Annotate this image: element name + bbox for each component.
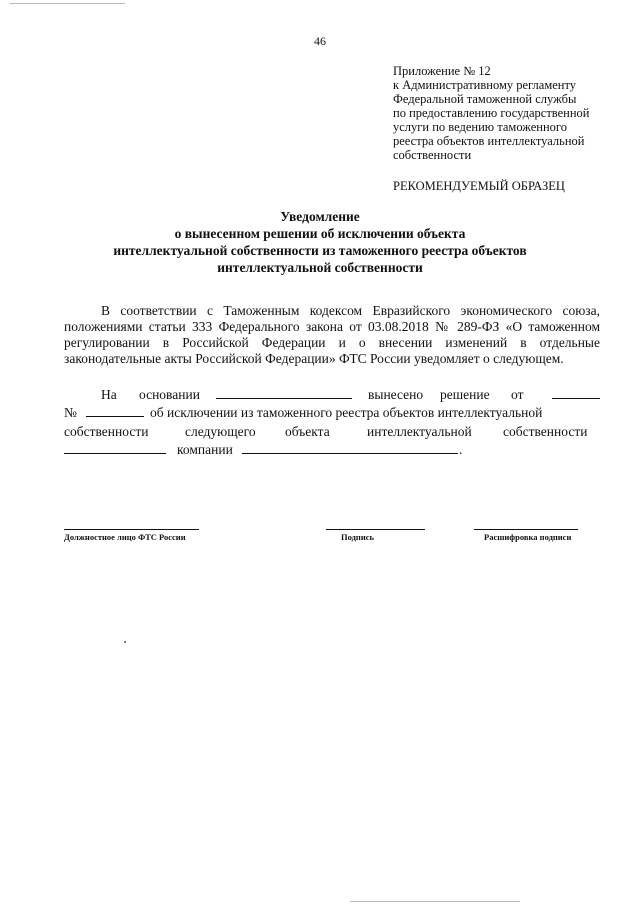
- word-kompanii: компании: [177, 442, 233, 457]
- company-blank-field[interactable]: [242, 442, 458, 454]
- word-obekta: объекта: [285, 424, 330, 439]
- word-sleduyushchego: следующего: [185, 424, 256, 439]
- appendix-line: реестра объектов интеллектуальной: [393, 134, 585, 148]
- appendix-line: к Административному регламенту: [393, 78, 577, 92]
- basis-blank-field[interactable]: [216, 387, 352, 399]
- word-na: На: [101, 387, 117, 402]
- appendix-line: Приложение № 12: [393, 64, 491, 78]
- appendix-line: по предоставлению государственной: [393, 106, 590, 120]
- official-label: Должностное лицо ФТС России: [64, 532, 186, 542]
- scan-edge-mark-top: [10, 3, 125, 4]
- decoding-label: Расшифровка подписи: [484, 532, 572, 542]
- appendix-line: собственности: [393, 148, 472, 162]
- appendix-header: [393, 64, 613, 162]
- title-line: о вынесенном решении об исключении объекта: [174, 226, 466, 241]
- sample-label: РЕКОМЕНДУЕМЫЙ ОБРАЗЕЦ: [393, 179, 565, 193]
- word-sobstvennosti: собственности: [64, 424, 149, 439]
- scan-edge-mark-bottom: [350, 901, 520, 902]
- word-ot: от: [511, 387, 524, 402]
- object-blank-field[interactable]: [64, 442, 166, 454]
- word-sobstvennosti-2: собственности: [503, 424, 588, 439]
- official-signature-line: [64, 529, 199, 530]
- object-line: [64, 424, 600, 440]
- company-line: [64, 442, 600, 458]
- title-line: интеллектуальной собственности из таможенного реестра объектов: [113, 243, 527, 258]
- word-osnovanii: основании: [139, 387, 200, 402]
- decoding-signature-line: [474, 529, 578, 530]
- scan-speck: [124, 641, 126, 643]
- basis-line: [64, 387, 600, 403]
- decision-number-blank-field[interactable]: [86, 405, 144, 417]
- number-line: [64, 405, 600, 421]
- body-paragraph: В соответствии с Таможенным кодексом Евразийского экономического союза, положениями статьи 333 Федерального закона от 03.08.2018 № 289-ФЗ «О таможенном регулировании в Российской Федерации и о внесении изменений в отдельные законодательные акты Российской Федерации» ФТС России уведомляет о следующем.: [64, 303, 600, 366]
- date-blank-field[interactable]: [552, 387, 600, 399]
- line-end-period: .: [459, 442, 463, 457]
- page-number: 46: [314, 34, 326, 48]
- signature-line: [326, 529, 425, 530]
- word-intellektualnoy: интеллектуальной: [367, 424, 472, 439]
- word-reshenie: решение: [440, 387, 490, 402]
- number-sign: №: [64, 405, 77, 420]
- title-line: Уведомление: [280, 209, 360, 224]
- word-vyneseno: вынесено: [368, 387, 424, 402]
- appendix-line: услуги по ведению таможенного: [393, 120, 567, 134]
- document-title: [0, 208, 640, 276]
- signature-label: Подпись: [341, 532, 374, 542]
- appendix-line: Федеральной таможенной службы: [393, 92, 577, 106]
- exclusion-text: об исключении из таможенного реестра объектов интеллектуальной: [150, 405, 543, 420]
- title-line: интеллектуальной собственности: [217, 260, 423, 275]
